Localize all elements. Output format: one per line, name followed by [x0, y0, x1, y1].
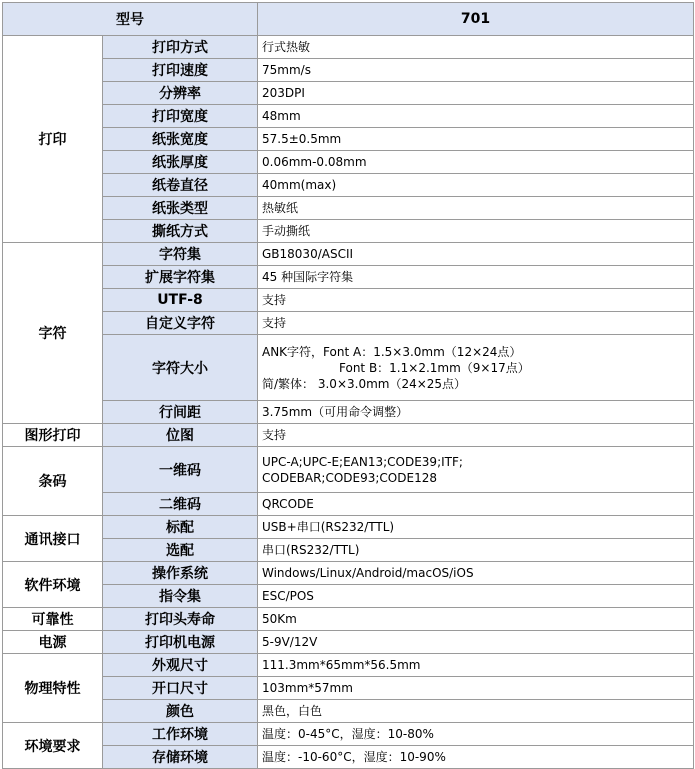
model-header: 型号 [3, 3, 258, 36]
category-environment: 环境要求 [3, 723, 103, 769]
category-physical: 物理特性 [3, 654, 103, 723]
spec-value: GB18030/ASCII [258, 243, 694, 266]
spec-label: 纸张类型 [103, 197, 258, 220]
spec-label: 纸张宽度 [103, 128, 258, 151]
category-software: 软件环境 [3, 562, 103, 608]
spec-label: 撕纸方式 [103, 220, 258, 243]
spec-label: 行间距 [103, 401, 258, 424]
spec-label: 位图 [103, 424, 258, 447]
spec-value: 45 种国际字符集 [258, 266, 694, 289]
table-row [3, 746, 694, 769]
category-barcode: 条码 [3, 447, 103, 516]
table-row [3, 677, 694, 700]
spec-value: 串口(RS232/TTL) [258, 539, 694, 562]
spec-value-multiline [258, 447, 694, 493]
table-header-row [3, 3, 694, 36]
table-row [3, 493, 694, 516]
table-row [3, 36, 694, 59]
table-row [3, 59, 694, 82]
table-row [3, 220, 694, 243]
spec-label: 二维码 [103, 493, 258, 516]
table-row [3, 539, 694, 562]
spec-label: 标配 [103, 516, 258, 539]
spec-label: 外观尺寸 [103, 654, 258, 677]
spec-value: 57.5±0.5mm [258, 128, 694, 151]
spec-value: ESC/POS [258, 585, 694, 608]
spec-value: 0.06mm-0.08mm [258, 151, 694, 174]
table-row [3, 174, 694, 197]
spec-label: 扩展字符集 [103, 266, 258, 289]
table-row [3, 585, 694, 608]
spec-value: USB+串口(RS232/TTL) [258, 516, 694, 539]
spec-label: 打印头寿命 [103, 608, 258, 631]
spec-value: 103mm*57mm [258, 677, 694, 700]
spec-value-line: 简/繁体： 3.0×3.0mm（24×25点） [262, 376, 467, 391]
spec-label: 打印机电源 [103, 631, 258, 654]
table-row [3, 266, 694, 289]
spec-value: 行式热敏 [258, 36, 694, 59]
table-row [3, 424, 694, 447]
spec-label: 打印宽度 [103, 105, 258, 128]
spec-value: 手动撕纸 [258, 220, 694, 243]
table-row [3, 516, 694, 539]
spec-label: 分辨率 [103, 82, 258, 105]
spec-value: 40mm(max) [258, 174, 694, 197]
table-row [3, 105, 694, 128]
spec-value: 111.3mm*65mm*56.5mm [258, 654, 694, 677]
table-row [3, 243, 694, 266]
spec-value: 温度：0-45°C，湿度：10-80% [258, 723, 694, 746]
spec-table [2, 2, 694, 769]
category-power: 电源 [3, 631, 103, 654]
table-row [3, 631, 694, 654]
spec-value: 5-9V/12V [258, 631, 694, 654]
spec-label: 打印速度 [103, 59, 258, 82]
model-value-header: 701 [258, 3, 694, 36]
category-comm: 通讯接口 [3, 516, 103, 562]
spec-value: 支持 [258, 312, 694, 335]
table-row [3, 608, 694, 631]
spec-value: 48mm [258, 105, 694, 128]
spec-label: 自定义字符 [103, 312, 258, 335]
spec-value: 75mm/s [258, 59, 694, 82]
table-row [3, 700, 694, 723]
spec-value-line: CODEBAR;CODE93;CODE128 [262, 470, 437, 485]
table-row [3, 312, 694, 335]
spec-label: 颜色 [103, 700, 258, 723]
spec-label: 字符大小 [103, 335, 258, 401]
spec-value-line: UPC-A;UPC-E;EAN13;CODE39;ITF; [262, 454, 463, 469]
table-row [3, 197, 694, 220]
table-row [3, 151, 694, 174]
spec-label: UTF-8 [103, 289, 258, 312]
table-row [3, 401, 694, 424]
table-row [3, 723, 694, 746]
spec-value-line: Font B：1.1×2.1mm（9×17点） [339, 360, 530, 375]
table-row [3, 82, 694, 105]
table-row [3, 335, 694, 401]
table-row [3, 128, 694, 151]
spec-label: 开口尺寸 [103, 677, 258, 700]
spec-value-line: ANK字符，Font A：1.5×3.0mm（12×24点） [262, 344, 522, 359]
spec-label: 存储环境 [103, 746, 258, 769]
spec-value-multiline [258, 335, 694, 401]
spec-value: 温度：-10-60°C，湿度：10-90% [258, 746, 694, 769]
spec-label: 纸卷直径 [103, 174, 258, 197]
spec-label: 工作环境 [103, 723, 258, 746]
spec-label: 指令集 [103, 585, 258, 608]
spec-label: 选配 [103, 539, 258, 562]
spec-value: 支持 [258, 424, 694, 447]
category-graphics: 图形打印 [3, 424, 103, 447]
spec-label: 纸张厚度 [103, 151, 258, 174]
spec-value: Windows/Linux/Android/macOS/iOS [258, 562, 694, 585]
spec-value: 支持 [258, 289, 694, 312]
spec-value: QRCODE [258, 493, 694, 516]
category-print: 打印 [3, 36, 103, 243]
spec-value: 203DPI [258, 82, 694, 105]
table-row [3, 289, 694, 312]
spec-value: 50Km [258, 608, 694, 631]
spec-label: 打印方式 [103, 36, 258, 59]
table-row [3, 447, 694, 493]
category-reliability: 可靠性 [3, 608, 103, 631]
spec-value: 黑色，白色 [258, 700, 694, 723]
table-row [3, 562, 694, 585]
spec-label: 一维码 [103, 447, 258, 493]
spec-label: 操作系统 [103, 562, 258, 585]
spec-label: 字符集 [103, 243, 258, 266]
table-row [3, 654, 694, 677]
spec-value: 热敏纸 [258, 197, 694, 220]
spec-value: 3.75mm（可用命令调整） [258, 401, 694, 424]
category-charset: 字符 [3, 243, 103, 424]
